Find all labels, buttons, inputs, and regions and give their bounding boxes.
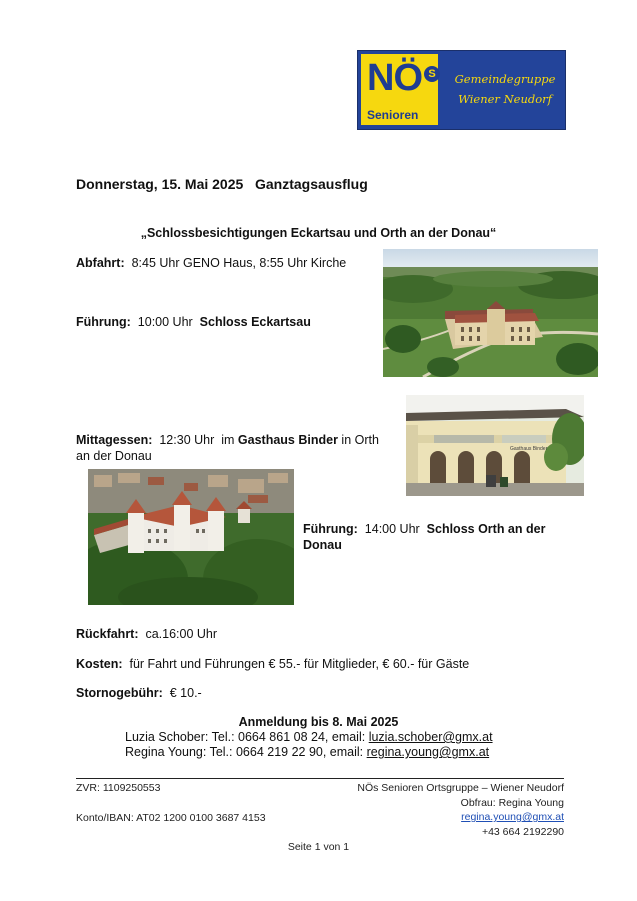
- event-heading: [76, 176, 368, 192]
- orth-image: [88, 469, 294, 605]
- tour2-place2: Donau: [303, 538, 342, 552]
- return-label: Rückfahrt:: [76, 627, 139, 641]
- svg-text:Gasthaus Binder: Gasthaus Binder: [510, 446, 548, 452]
- lunch-label: Mittagessen:: [76, 433, 153, 447]
- footer-iban: Konto/IBAN: AT02 1200 0100 3687 4153: [76, 812, 266, 824]
- gasthaus-photo: [406, 395, 584, 496]
- footer-phone: +43 664 2192290: [481, 826, 564, 838]
- cancellation-line: [76, 685, 202, 701]
- tour2-place1: Schloss Orth an der: [426, 522, 546, 536]
- footer-zvr: ZVR: 1109250553: [76, 782, 161, 794]
- footer-obfrau: Obfrau: Regina Young: [460, 797, 564, 809]
- lunch-suffix1: in Orth: [341, 433, 379, 447]
- contact-1-line: Luzia Schober: Tel.: 0664 861 08 24, email:: [125, 730, 366, 744]
- footer-email[interactable]: regina.young@gmx.at: [461, 811, 564, 823]
- tour1-time: 10:00 Uhr: [137, 315, 193, 329]
- lunch-time: 12:30 Uhr: [159, 433, 215, 447]
- contact-2-email[interactable]: regina.young@gmx.at: [366, 745, 490, 759]
- costs-line: [76, 656, 469, 672]
- costs-text: für Fahrt und Führungen € 55.- für Mitglieder, € 60.- für Gäste: [129, 657, 470, 671]
- footer-divider: [76, 778, 564, 779]
- contact-1-email[interactable]: luzia.schober@gmx.at: [368, 730, 493, 744]
- departure-label: Abfahrt:: [76, 256, 125, 270]
- logo-group-line2: Wiener Neudorf: [458, 92, 552, 106]
- lunch-place: Gasthaus Binder: [237, 433, 338, 447]
- logo-group-line1: Gemeindegruppe: [454, 72, 556, 86]
- lunch-line: [76, 432, 391, 464]
- tour2-line: [303, 521, 573, 553]
- tour1-place: Schloss Eckartsau: [199, 315, 311, 329]
- tour1-line: [76, 314, 311, 330]
- event-date: Donnerstag, 15. Mai 2025: [76, 176, 244, 192]
- contact-2: [125, 744, 489, 760]
- eckartsau-photo: [383, 249, 598, 377]
- event-type: Ganztagsausflug: [254, 176, 368, 192]
- contact-2-line: Regina Young: Tel.: 0664 219 22 90, email:: [125, 745, 364, 759]
- page-number: Seite 1 von 1: [287, 841, 350, 853]
- departure-line: [76, 255, 346, 271]
- cancellation-text: € 10.-: [169, 686, 202, 700]
- logo-group-name: [450, 69, 560, 109]
- departure-text: 8:45 Uhr GENO Haus, 8:55 Uhr Kirche: [131, 256, 347, 270]
- lunch-prefix: im: [221, 433, 235, 447]
- eckartsau-image: [383, 249, 598, 377]
- logo-subtitle: Senioren: [367, 108, 419, 122]
- registration-title: Anmeldung bis 8. Mai 2025: [238, 715, 399, 729]
- logo-yellow-panel: [361, 54, 438, 125]
- orth-photo: [88, 469, 294, 605]
- tour1-label: Führung:: [76, 315, 131, 329]
- logo: [357, 50, 566, 130]
- tour2-label: Führung:: [303, 522, 358, 536]
- tour2-time: 14:00 Uhr: [364, 522, 420, 536]
- cancellation-label: Stornogebühr:: [76, 686, 163, 700]
- return-line: [76, 626, 217, 642]
- contact-1: [125, 729, 493, 745]
- footer-org: NÖs Senioren Ortsgruppe – Wiener Neudorf: [357, 782, 564, 794]
- return-text: ca.16:00 Uhr: [145, 627, 218, 641]
- lunch-suffix2: an der Donau: [76, 449, 152, 463]
- costs-label: Kosten:: [76, 657, 123, 671]
- gasthaus-image: [406, 395, 584, 496]
- event-title: „Schlossbesichtigungen Eckartsau und Orth an der Donau“: [140, 226, 497, 240]
- logo-badge: S: [424, 66, 440, 82]
- logo-brand: NÖ: [367, 57, 422, 99]
